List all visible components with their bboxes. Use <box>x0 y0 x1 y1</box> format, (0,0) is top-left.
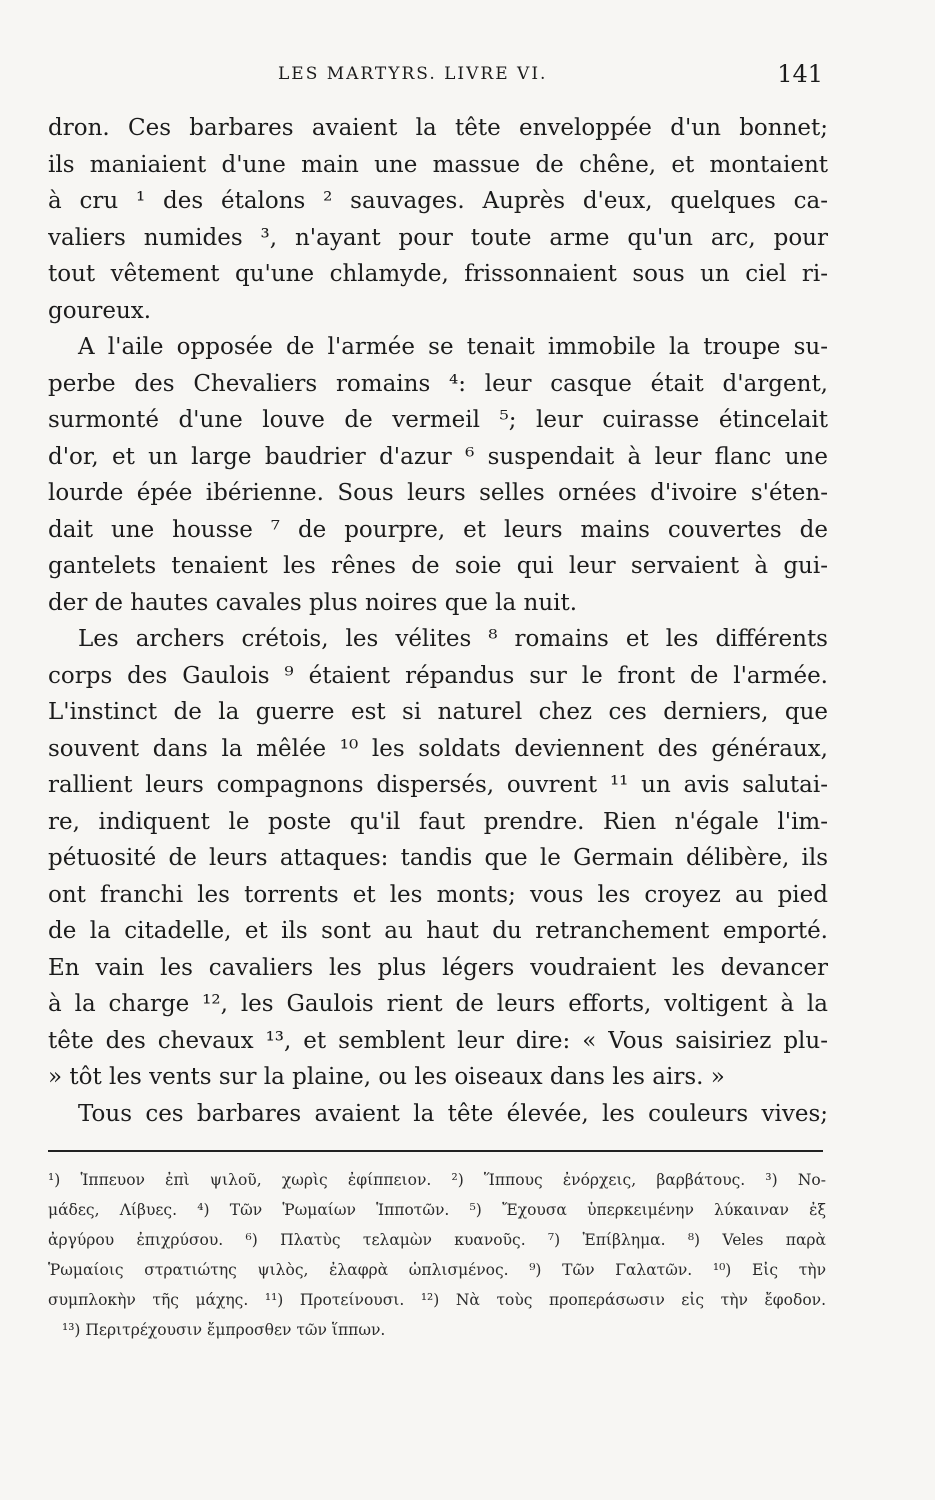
footnote-line: μάδες, Λίβυες. ⁴) Τῶν Ῥωμαίων Ἱπποτῶν. ⁵) Ἔχουσα ὑπερκειμένην λύκαιναν ἐξ <box>48 1201 826 1219</box>
text-line: dron. Ces barbares avaient la tête enveloppée d'un bonnet; <box>48 115 828 141</box>
page-header <box>48 60 823 90</box>
text-line: gantelets tenaient les rênes de soie qui leur servaient à gui- <box>48 553 828 579</box>
text-line: de la citadelle, et ils sont au haut du retranchement emporté. <box>48 918 828 944</box>
text-line: rallient leurs compagnons dispersés, ouvrent ¹¹ un avis salutai- <box>48 772 828 798</box>
footnote-divider <box>48 1150 823 1152</box>
text-line: En vain les cavaliers les plus légers voudraient les devancer <box>48 954 828 981</box>
text-line: souvent dans la mêlée ¹⁰ les soldats deviennent des généraux, <box>48 735 828 762</box>
text-line: goureux. <box>48 297 152 324</box>
text-line: d'or, et un large baudrier d'azur ⁶ suspendait à leur flanc une <box>48 443 828 470</box>
text-line: pétuosité de leurs attaques: tandis que le Germain délibère, ils <box>48 845 828 871</box>
footnote-line: ἀργύρου ἐπιχρύσου. ⁶) Πλατὺς τελαμὼν κυανοῦς. ⁷) Ἐπίβλημα. ⁸) Veles παρὰ <box>48 1231 826 1249</box>
text-line: à la charge ¹², les Gaulois rient de leurs efforts, voltigent à la <box>48 991 828 1017</box>
text-line: à cru ¹ des étalons ² sauvages. Auprès d'eux, quelques ca- <box>48 188 828 214</box>
text-line: » tôt les vents sur la plaine, ou les oiseaux dans les airs. » <box>48 1064 725 1090</box>
text-line: re, indiquent le poste qu'il faut prendre. Rien n'égale l'im- <box>48 808 828 835</box>
text-line: Tous ces barbares avaient la tête élevée, les couleurs vives; <box>78 1100 828 1127</box>
footnotes <box>48 1165 826 1345</box>
text-line: corps des Gaulois ⁹ étaient répandus sur le front de l'armée. <box>48 662 828 689</box>
text-line: tout vêtement qu'une chlamyde, frissonnaient sous un ciel ri- <box>48 261 828 287</box>
footnote-line: Ῥωμαίοις στρατιώτης ψιλὸς, ἐλαφρὰ ὡπλισμένος. ⁹) Τῶν Γαλατῶν. ¹⁰) Εἰς τὴν <box>48 1261 826 1279</box>
text-line: Les archers crétois, les vélites ⁸ romains et les différents <box>78 626 828 652</box>
text-line: ont franchi les torrents et les monts; vous les croyez au pied <box>48 881 828 908</box>
running-head: LES MARTYRS. LIVRE VI. <box>278 64 548 84</box>
text-line: surmonté d'une louve de vermeil ⁵; leur cuirasse étincelait <box>48 407 828 433</box>
text-line: valiers numides ³, n'ayant pour toute arme qu'un arc, pour <box>48 224 828 251</box>
text-line: L'instinct de la guerre est si naturel chez ces derniers, que <box>48 699 828 725</box>
footnote-line: ¹) Ἱππευον ἐπὶ ψιλοῦ, χωρὶς ἐφίππειον. ²) Ἵππους ἐνόρχεις, βαρβάτους. ³) Νο- <box>48 1171 826 1189</box>
text-line: der de hautes cavales plus noires que la nuit. <box>48 589 578 616</box>
text-line: tête des chevaux ¹³, et semblent leur dire: « Vous saisiriez plu- <box>48 1027 828 1054</box>
text-line: A l'aile opposée de l'armée se tenait immobile la troupe su- <box>78 334 828 360</box>
text-line: dait une housse ⁷ de pourpre, et leurs mains couvertes de <box>48 516 828 543</box>
text-line: ils maniaient d'une main une massue de chêne, et montaient <box>48 151 828 178</box>
text-line: lourde épée ibérienne. Sous leurs selles ornées d'ivoire s'éten- <box>48 480 828 506</box>
footnote-line: ¹³) Περιτρέχουσιν ἔμπροσθεν τῶν ἵππων. <box>62 1321 386 1339</box>
page-number: 141 <box>777 60 823 88</box>
body-text <box>48 110 828 1132</box>
text-line: perbe des Chevaliers romains ⁴: leur casque était d'argent, <box>48 370 828 397</box>
footnote-line: συμπλοκὴν τῆς μάχης. ¹¹) Προτείνουσι. ¹²) Νὰ τοὺς προπεράσωσιν εἰς τὴν ἔφοδον. <box>48 1291 826 1309</box>
